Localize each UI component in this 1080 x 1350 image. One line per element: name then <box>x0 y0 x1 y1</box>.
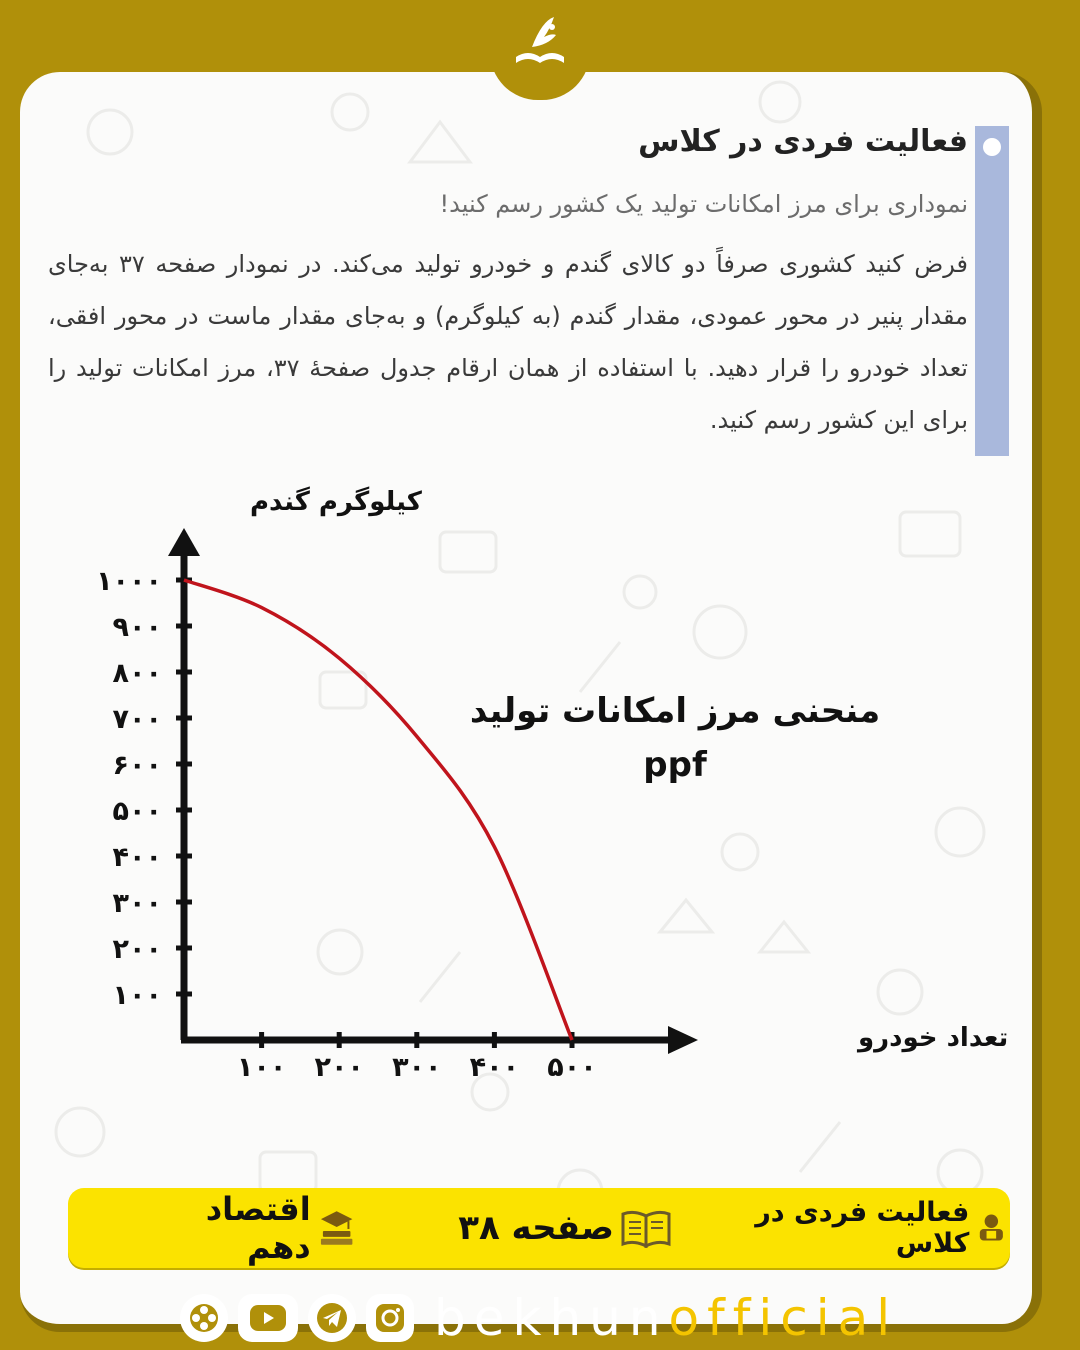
y-tick-label: ۸۰۰ <box>112 658 162 689</box>
y-tick-label: ۲۰۰ <box>112 934 162 965</box>
y-axis-label: کیلوگرم گندم <box>250 487 422 517</box>
student-icon <box>975 1211 1008 1245</box>
youtube-icon[interactable] <box>238 1294 298 1342</box>
y-axis-arrow <box>168 528 200 556</box>
y-tick-label: ۳۰۰ <box>112 888 162 919</box>
footer-page[interactable] <box>444 1204 672 1252</box>
chart-series <box>184 580 572 1040</box>
footer-book-label: اقتصاد دهم <box>205 1190 311 1266</box>
aparat-icon[interactable] <box>180 1294 228 1342</box>
chart-title-block <box>440 684 910 792</box>
chart-ticks <box>96 566 597 1083</box>
brand-wordmark[interactable] <box>434 1289 898 1347</box>
y-tick-label: ۴۰۰ <box>112 842 162 873</box>
open-book-icon <box>620 1208 672 1248</box>
y-tick-label: ۹۰۰ <box>112 612 162 643</box>
brand-name-part1: bekhun <box>434 1289 669 1347</box>
x-tick-label: ۵۰۰ <box>547 1052 597 1083</box>
x-tick-label: ۳۰۰ <box>392 1052 442 1083</box>
footer-book[interactable] <box>134 1190 356 1266</box>
footer-page-label: صفحه ۳۸ <box>458 1208 614 1248</box>
instagram-icon[interactable] <box>366 1294 414 1342</box>
x-tick-label: ۴۰۰ <box>469 1052 520 1083</box>
chart-subtitle: ppf <box>643 745 707 785</box>
brand-name-part2: official <box>668 1289 899 1347</box>
graduation-books-icon <box>317 1209 356 1247</box>
activity-paragraph: فرض کنید کشوری صرفاً دو کالای گندم و خودرو تولید می‌کند. در نمودار صفحه ۳۷ به‌جای مقدار پنیر در محور عمودی، مقدار گندم (به کیلوگرم) و به‌جای مقدار ماست در محور افقی، تعداد خودرو را قرار دهید. با استفاده از همان ارقام جدول صفحهٔ ۳۷، مرز امکانات تولید را برای این کشور رسم کنید. <box>48 250 969 434</box>
y-tick-label: ۶۰۰ <box>112 750 162 781</box>
x-tick-label: ۲۰۰ <box>314 1052 364 1083</box>
activity-subheading: نموداری برای مرز امکانات تولید یک کشور رسم کنید! <box>439 190 968 218</box>
x-axis-arrow <box>668 1026 698 1054</box>
y-tick-label: ۷۰۰ <box>112 704 162 735</box>
activity-heading: فعالیت فردی در کلاس <box>638 124 968 159</box>
y-tick-label: ۱۰۰ <box>112 980 162 1011</box>
y-tick-label: ۵۰۰ <box>112 796 162 827</box>
chart-title: منحنی مرز امکانات تولید <box>469 691 881 731</box>
telegram-icon[interactable] <box>308 1294 356 1342</box>
y-tick-label: ۱۰۰۰ <box>96 566 162 597</box>
ppf-curve <box>184 580 572 1040</box>
footer-activity[interactable] <box>684 1197 1008 1259</box>
x-tick-label: ۱۰۰ <box>236 1052 287 1083</box>
social-bar <box>180 1288 898 1348</box>
footer-activity-label: فعالیت فردی در کلاس <box>755 1197 970 1259</box>
x-axis-label: تعداد خودرو <box>858 1023 1009 1053</box>
